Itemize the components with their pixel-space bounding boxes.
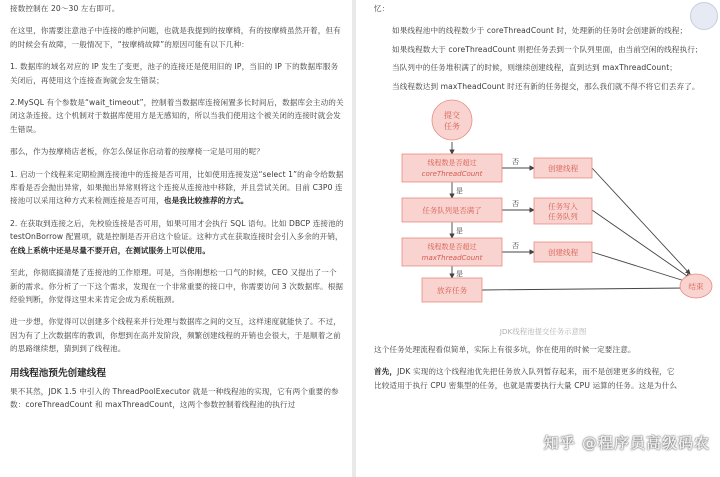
arrow	[592, 210, 690, 278]
left-paragraph: 在这里，你需要注意池子中连接的维护问题，也就是我提到的按摩椅，有的按摩椅虽然开着，但有的时候会有故障，一般情况下，“按摩椅故障”的原因可能有以下几种：	[10, 26, 341, 49]
left-paragraph: 果不其然，JDK 1.5 中引入的 ThreadPoolExecutor 就是一种线程池的实现，它有两个重要的参数：coreThreadCount 和 maxThreadCount，这两个参数控制着线程池的执行过	[10, 386, 339, 409]
bold-text: 也是我比较推荐的方式。	[163, 196, 249, 206]
section-heading: 用线程池预先创建线程	[10, 367, 106, 379]
no-label: 否	[512, 158, 519, 167]
right-page	[356, 0, 720, 477]
node-label: 创建线程	[547, 164, 579, 174]
node-label: 任务队列	[548, 212, 578, 222]
node-label: 任务写入	[548, 202, 578, 212]
right-paragraph: 比较适用于执行 CPU 密集型的任务，也就是需要执行大量 CPU 运算的任务。这是为什么	[374, 380, 678, 390]
decision-core-thread	[402, 154, 502, 182]
node-label: maxThreadCount	[421, 254, 483, 263]
result-enqueue	[534, 198, 592, 224]
rule-item: 当线程数达到 maxTheadCount 时还有新的任务提交，那么我们就不得不将它们丢弃了。	[392, 81, 700, 91]
left-paragraph	[10, 168, 344, 208]
node-label: coreThreadCount	[421, 170, 483, 179]
left-paragraph: 至此，你彻底搞清楚了连接池的工作原理。可是，当你刚想松一口气的时候，CEO 又提出了一个新的需求。你分析了一下这个需求，发现在一个非常重要的接口中，你需要访问 3 次数据库。根据经验判断，你觉得这里未来肯定会成为系统瓶颈。	[10, 268, 344, 304]
left-page	[0, 0, 352, 477]
node-label: 提交	[444, 111, 460, 121]
node-label: 任务	[444, 122, 460, 132]
result-create-thread-1	[534, 158, 592, 178]
rules-list	[392, 24, 712, 93]
left-paragraph: 那么，作为按摩椅店老板，你怎么保证你启动着的按摩椅一定是可用的呢？	[10, 147, 264, 157]
right-paragraph: 忆：	[374, 4, 390, 13]
decision-queue-full	[402, 198, 502, 222]
right-paragraph: 这个任务处理流程看似简单，实际上有很多坑，你在使用的时候一定要注意。	[374, 345, 636, 355]
watermark: 知乎 @程序员高级码农	[543, 434, 710, 452]
yes-label: 是	[456, 227, 463, 236]
bold-text: 首先，	[374, 367, 398, 377]
text-span: JDK 实现的这个线程池优先把任务放入队列暂存起来，而不是创建更多的线程，它	[397, 367, 675, 377]
rule-item: 当队列中的任务堆积满了的时候，则继续创建线程，直到达到 maxThreadCount；	[392, 63, 677, 73]
rule-item: 如果线程数大于 coreThreadCount 则把任务丢到一个队列里面，由当前空闲的线程执行；	[392, 44, 703, 54]
figure-caption: JDK线程池提交任务示意图	[499, 327, 587, 337]
bold-text: 在线上系统中还是尽量不要开启，在测试服务上可以使用。	[10, 245, 211, 255]
right-paragraph	[374, 365, 712, 378]
left-paragraph: 接数控制在 20～30 左右即可。	[10, 4, 120, 13]
thread-pool-flowchart	[394, 98, 714, 326]
left-paragraph: 进一步想，你觉得可以创建多个线程来并行处理与数据库之间的交互，这样速度就能快了。不过，因为有了上次数据库的教训，你想到在高并发阶段，频繁创建线程的开销也会很大，于是顺着之前的思路继续想，猜到到了线程池。	[10, 317, 341, 354]
yes-label: 是	[456, 187, 463, 196]
rule-item: 如果线程池中的线程数少于 coreThreadCount 时，处理新的任务时会创建新的线程；	[392, 26, 688, 36]
arrow	[482, 288, 686, 290]
arrow	[592, 168, 690, 274]
end-node	[680, 274, 712, 298]
start-node	[432, 100, 472, 140]
yes-label: 是	[456, 270, 463, 279]
reject-node	[422, 278, 482, 302]
decision-max-thread	[402, 238, 502, 266]
node-label: 创建线程	[547, 248, 579, 258]
text-span: 2. 在获取到连接之后，先校验连接是否可用，如果可用才会执行 SQL 语句。比如 DBCP 连接池的 testOnBorrow 配置项，就是控制是否开启这个验证。这种方式在获取连接时会引入多余的开销，	[10, 218, 344, 242]
no-label: 否	[512, 200, 519, 209]
left-paragraph	[10, 217, 344, 257]
node-label: 线程数是否超过	[427, 243, 477, 252]
text-span: 1. 启动一个线程来定期检测连接池中的连接是否可用，比如使用连接发送“select 1”的命令给数据库看是否会抛出异常，如果抛出异常则将这个连接从连接池中移除，并且尝试关闭。目前 C3P0 连接池可以采用这种方式来检测连接是否可用，	[10, 169, 344, 206]
node-label: 线程数是否超过	[427, 159, 477, 168]
node-label: 任务队列是否满了	[422, 206, 482, 216]
no-label: 否	[512, 242, 519, 251]
left-paragraph: 1. 数据库的域名对应的 IP 发生了变更，池子的连接还是使用旧的 IP，当旧的 IP 下的数据库服务关闭后，再使用这个连接查询就会发生错误；	[10, 62, 339, 85]
node-label: 放弃任务	[436, 286, 468, 296]
corner-badge-icon	[690, 2, 718, 30]
node-label: 结束	[688, 282, 704, 292]
result-create-thread-2	[534, 242, 592, 262]
left-paragraph: 2.MySQL 有个参数是“wait_timeout”，控制着当数据库连接闲置多长时间后，数据库会主动的关闭这条连接。这个机制对于数据库使用方是无感知的，所以当我们使用这个被关闭的连接时就会发生错误。	[10, 98, 344, 134]
